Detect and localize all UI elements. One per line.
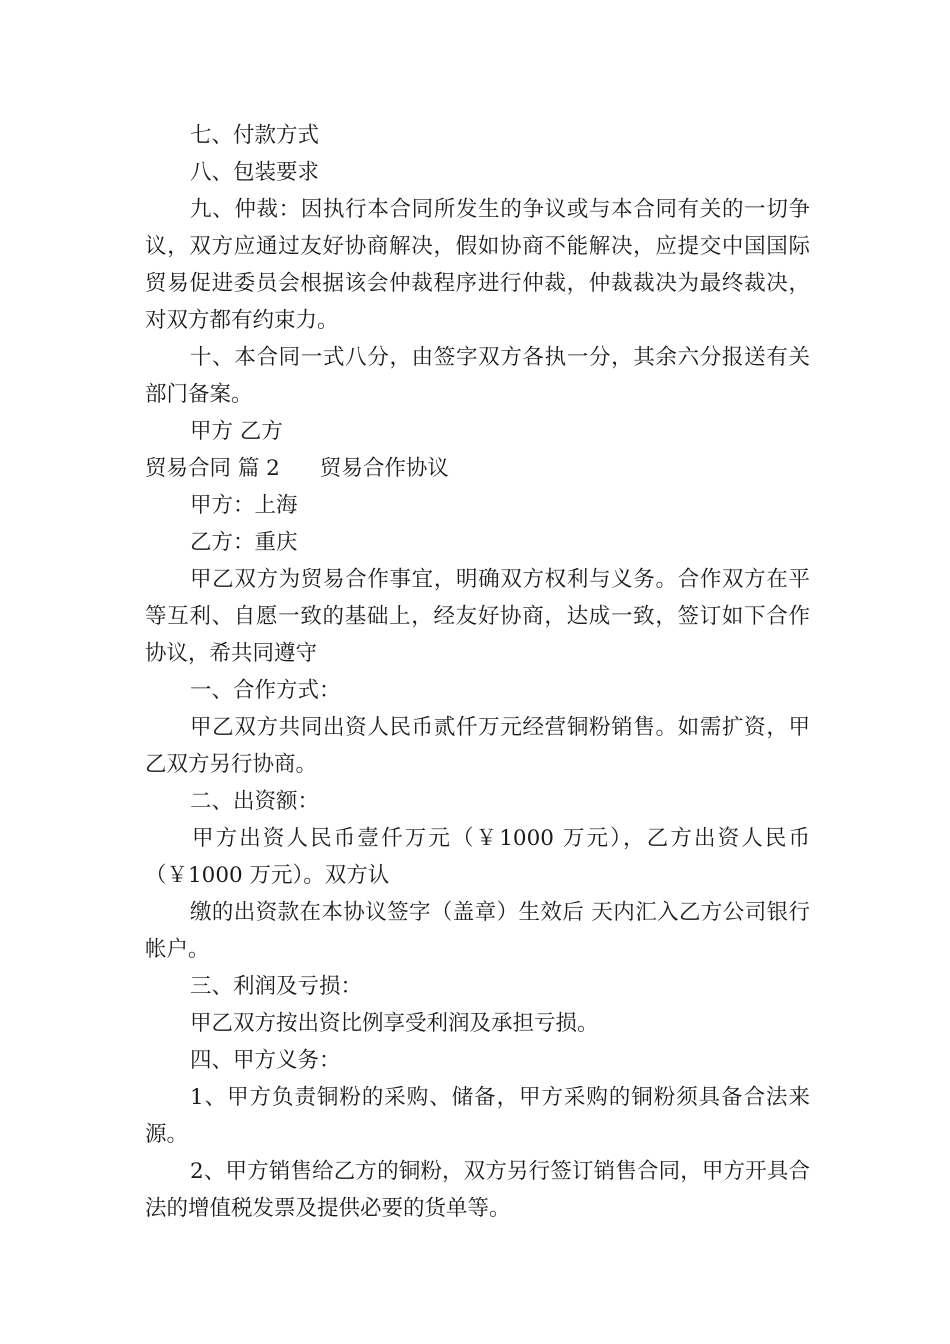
cooperation-method-paragraph: 甲乙双方共同出资人民币贰仟万元经营铜粉销售。如需扩资，甲乙双方另行协商。: [145, 715, 810, 777]
clause-packaging: 八、包装要求: [190, 160, 320, 185]
party-a: 甲方：上海: [190, 493, 298, 518]
signature-parties: 甲方 乙方: [190, 419, 283, 444]
clause-arbitration: 九、仲裁：因执行本合同所发生的争议或与本合同有关的一切争议，双方应通过友好协商解决，假如协商不能解决，应提交中国国际贸易促进委员会根据该会仲裁程序进行仲裁，仲裁裁决为最终裁决，对双方都有约束力。: [145, 197, 810, 333]
heading-profit-loss: 三、利润及亏损：: [190, 974, 363, 999]
obligation-item-1: 1、甲方负责铜粉的采购、储备，甲方采购的铜粉须具备合法来源。: [145, 1085, 810, 1147]
clause-copies: 十、本合同一式八分，由签字双方各执一分，其余六分报送有关部门备案。: [145, 345, 810, 407]
heading-party-a-obligations: 四、甲方义务：: [190, 1048, 341, 1073]
document-body: [145, 117, 810, 1227]
heading-capital: 二、出资额：: [190, 789, 320, 814]
capital-deposit-paragraph: 缴的出资款在本协议签字（盖章）生效后 天内汇入乙方公司银行帐户。: [145, 900, 810, 962]
obligation-item-2: 2、甲方销售给乙方的铜粉，双方另行签订销售合同，甲方开具合法的增值税发票及提供必要的货单等。: [145, 1159, 810, 1221]
heading-cooperation-method: 一、合作方式：: [190, 678, 341, 703]
section-subtitle: 贸易合作协议: [319, 456, 449, 481]
preamble-paragraph: 甲乙双方为贸易合作事宜，明确双方权利与义务。合作双方在平等互利、自愿一致的基础上，经友好协商，达成一致，签订如下合作协议，希共同遵守: [145, 567, 810, 666]
section-title: 贸易合同 篇 2: [145, 456, 280, 481]
section-heading: [145, 450, 810, 487]
party-b: 乙方：重庆: [190, 530, 298, 555]
capital-paragraph: 甲方出资人民币壹仟万元（￥1000 万元），乙方出资人民币（￥1000 万元）。双方认: [145, 826, 810, 888]
clause-payment-method: 七、付款方式: [190, 123, 320, 148]
profit-loss-paragraph: 甲乙双方按出资比例享受利润及承担亏损。: [190, 1011, 599, 1036]
